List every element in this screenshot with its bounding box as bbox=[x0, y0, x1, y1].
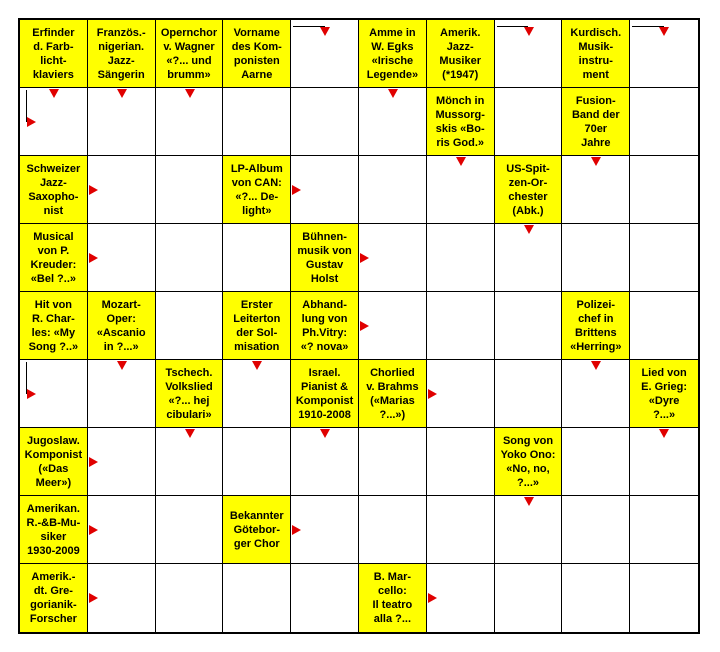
answer-cell[interactable] bbox=[291, 156, 359, 224]
clue-text: Erfinder d. Farb- licht- klaviers bbox=[32, 26, 75, 81]
clue-text: Bühnen- musik von Gustav Holst bbox=[297, 230, 352, 285]
clue-cell bbox=[427, 20, 495, 88]
clue-text: Amerikan. R.-&B-Mu- siker 1930-2009 bbox=[26, 502, 81, 557]
clue-cell bbox=[359, 564, 427, 632]
answer-cell[interactable] bbox=[630, 496, 698, 564]
answer-cell[interactable] bbox=[88, 564, 156, 632]
clue-text: Bekannter Götebor- ger Chor bbox=[229, 509, 284, 550]
answer-cell[interactable] bbox=[495, 224, 563, 292]
clue-cell bbox=[88, 292, 156, 360]
answer-cell[interactable] bbox=[562, 360, 630, 428]
answer-cell[interactable] bbox=[359, 496, 427, 564]
answer-cell[interactable] bbox=[427, 564, 495, 632]
clue-cell bbox=[495, 428, 563, 496]
answer-cell[interactable] bbox=[427, 428, 495, 496]
clue-text: Lied von E. Grieg: «Dyre ?...» bbox=[641, 366, 687, 421]
answer-cell[interactable] bbox=[291, 564, 359, 632]
answer-cell[interactable] bbox=[291, 428, 359, 496]
answer-cell[interactable] bbox=[223, 428, 291, 496]
answer-cell[interactable] bbox=[291, 20, 359, 88]
clue-text: Amerik.- dt. Gre- gorianik- Forscher bbox=[29, 571, 77, 625]
clue-cell bbox=[427, 88, 495, 156]
answer-cell[interactable] bbox=[359, 224, 427, 292]
answer-cell[interactable] bbox=[562, 496, 630, 564]
clue-cell bbox=[291, 224, 359, 292]
crossword-grid bbox=[18, 18, 700, 634]
clue-text: Mönch in Mussorg- skis «Bo- ris God.» bbox=[435, 94, 485, 149]
clue-cell bbox=[562, 292, 630, 360]
clue-cell bbox=[20, 20, 88, 88]
answer-cell[interactable] bbox=[88, 496, 156, 564]
answer-cell[interactable] bbox=[562, 428, 630, 496]
answer-cell[interactable] bbox=[359, 292, 427, 360]
clue-text: Israel. Pianist & Komponist 1910-2008 bbox=[295, 366, 354, 421]
clue-text: LP-Album von CAN: «?... De- light» bbox=[230, 162, 283, 217]
answer-cell[interactable] bbox=[630, 564, 698, 632]
clue-text: Mozart- Oper: «Ascanio in ?...» bbox=[96, 298, 146, 353]
answer-cell[interactable] bbox=[495, 360, 563, 428]
answer-cell[interactable] bbox=[495, 564, 563, 632]
clue-cell bbox=[223, 156, 291, 224]
answer-cell[interactable] bbox=[630, 428, 698, 496]
clue-cell bbox=[223, 292, 291, 360]
answer-cell[interactable] bbox=[427, 224, 495, 292]
clue-cell bbox=[291, 292, 359, 360]
answer-cell[interactable] bbox=[427, 496, 495, 564]
clue-cell bbox=[495, 156, 563, 224]
clue-cell bbox=[630, 360, 698, 428]
answer-cell[interactable] bbox=[359, 428, 427, 496]
clue-text: Französ.- nigerian. Jazz- Sängerin bbox=[96, 26, 146, 81]
clue-cell bbox=[156, 360, 224, 428]
clue-text: Vorname des Kom- ponisten Aarne bbox=[231, 26, 282, 81]
answer-cell[interactable] bbox=[495, 292, 563, 360]
answer-cell[interactable] bbox=[20, 360, 88, 428]
answer-cell[interactable] bbox=[223, 88, 291, 156]
answer-cell[interactable] bbox=[156, 292, 224, 360]
answer-cell[interactable] bbox=[156, 156, 224, 224]
answer-cell[interactable] bbox=[156, 564, 224, 632]
answer-cell[interactable] bbox=[562, 156, 630, 224]
clue-cell bbox=[359, 360, 427, 428]
answer-cell[interactable] bbox=[630, 156, 698, 224]
clue-cell bbox=[20, 496, 88, 564]
answer-cell[interactable] bbox=[156, 88, 224, 156]
clue-cell bbox=[88, 20, 156, 88]
clue-text: Opernchor v. Wagner «?... und brumm» bbox=[160, 26, 218, 81]
clue-cell bbox=[291, 360, 359, 428]
clue-cell bbox=[562, 88, 630, 156]
clue-text: Hit von R. Char- les: «My Song ?..» bbox=[28, 298, 79, 353]
clue-text: Abhand- lung von Ph.Vitry: «? nova» bbox=[300, 298, 349, 353]
clue-text: Amme in W. Egks «Irische Legende» bbox=[366, 26, 419, 81]
answer-cell[interactable] bbox=[291, 496, 359, 564]
clue-text: Chorlied v. Brahms («Marias ?...») bbox=[366, 366, 419, 421]
clue-text: Musical von P. Kreuder: «Bel ?..» bbox=[30, 230, 77, 285]
clue-cell bbox=[20, 564, 88, 632]
answer-cell[interactable] bbox=[88, 156, 156, 224]
answer-cell[interactable] bbox=[630, 88, 698, 156]
clue-text: Kurdisch. Musik- instru- ment bbox=[570, 26, 622, 81]
answer-cell[interactable] bbox=[427, 156, 495, 224]
answer-cell[interactable] bbox=[88, 88, 156, 156]
answer-cell[interactable] bbox=[562, 224, 630, 292]
clue-text: Tschech. Volkslied «?... hej cibulari» bbox=[165, 366, 213, 421]
answer-cell[interactable] bbox=[630, 20, 698, 88]
answer-cell[interactable] bbox=[630, 224, 698, 292]
answer-cell[interactable] bbox=[223, 224, 291, 292]
clue-cell bbox=[20, 292, 88, 360]
answer-cell[interactable] bbox=[427, 292, 495, 360]
answer-cell[interactable] bbox=[156, 224, 224, 292]
answer-cell[interactable] bbox=[359, 88, 427, 156]
answer-cell[interactable] bbox=[495, 496, 563, 564]
clue-cell bbox=[223, 496, 291, 564]
clue-cell bbox=[359, 20, 427, 88]
clue-cell bbox=[20, 156, 88, 224]
clue-text: Erster Leiterton der Sol- misation bbox=[233, 298, 281, 353]
clue-cell bbox=[20, 428, 88, 496]
answer-cell[interactable] bbox=[562, 564, 630, 632]
clue-text: Schweizer Jazz- Saxopho- nist bbox=[26, 162, 81, 217]
answer-cell[interactable] bbox=[20, 88, 88, 156]
clue-cell bbox=[156, 20, 224, 88]
clue-text: Song von Yoko Ono: «No, no, ?...» bbox=[500, 434, 556, 489]
answer-cell[interactable] bbox=[495, 88, 563, 156]
clue-cell bbox=[562, 20, 630, 88]
answer-cell[interactable] bbox=[88, 428, 156, 496]
clue-text: Jugoslaw. Komponist («Das Meer») bbox=[24, 434, 83, 489]
clue-cell bbox=[20, 224, 88, 292]
clue-text: Amerik. Jazz- Musiker (*1947) bbox=[439, 26, 481, 81]
answer-cell[interactable] bbox=[88, 360, 156, 428]
answer-cell[interactable] bbox=[156, 428, 224, 496]
answer-cell[interactable] bbox=[156, 496, 224, 564]
answer-cell[interactable] bbox=[291, 88, 359, 156]
answer-cell[interactable] bbox=[223, 564, 291, 632]
answer-cell[interactable] bbox=[495, 20, 563, 88]
answer-cell[interactable] bbox=[359, 156, 427, 224]
clue-cell bbox=[223, 20, 291, 88]
answer-cell[interactable] bbox=[88, 224, 156, 292]
answer-cell[interactable] bbox=[427, 360, 495, 428]
answer-cell[interactable] bbox=[223, 360, 291, 428]
answer-cell[interactable] bbox=[630, 292, 698, 360]
clue-text: B. Mar- cello: Il teatro alla ?... bbox=[372, 571, 413, 625]
clue-text: US-Spit- zen-Or- chester (Abk.) bbox=[506, 162, 550, 217]
clue-text: Fusion- Band der 70er Jahre bbox=[571, 94, 620, 149]
clue-text: Polizei- chef in Brittens «Herring» bbox=[570, 298, 622, 353]
